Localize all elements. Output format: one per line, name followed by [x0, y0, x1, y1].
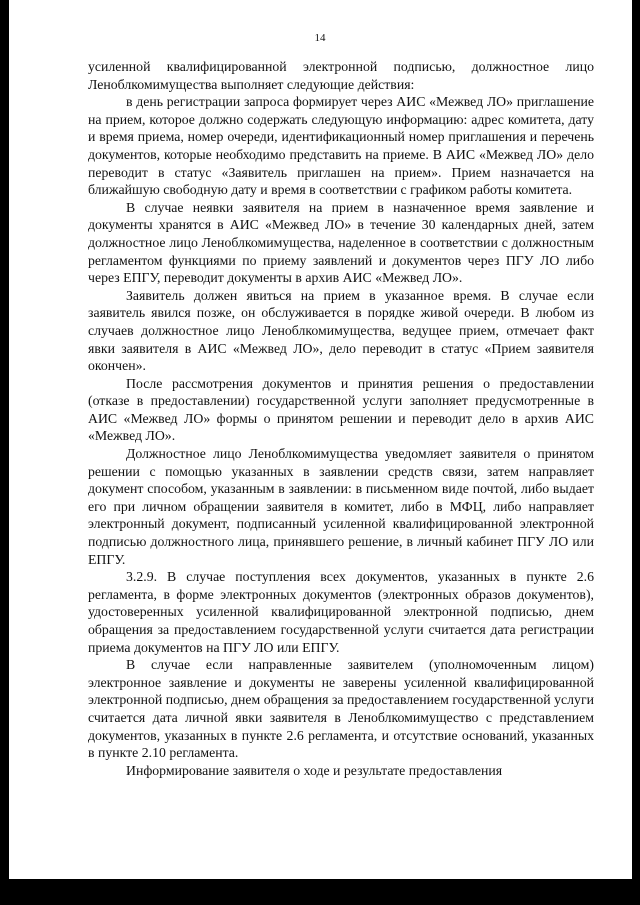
- paragraph-decision: После рассмотрения документов и принятия решения о предоставлении (отказе в предоставлении) государственной услуги заполняет предусмотренные в АИС «Межвед ЛО» формы о принятом решении и переводит дело в архив АИС «Межвед ЛО».: [88, 375, 594, 444]
- scan-border-right: [632, 0, 640, 905]
- paragraph-continuation: усиленной квалифицированной электронной подписью, должностное лицо Леноблкомимущества выполняет следующие действия:: [88, 59, 594, 92]
- scan-border-left: [0, 0, 9, 905]
- paragraph-appointment: Заявитель должен явиться на прием в указанное время. В случае если заявитель явился позже, он обслуживается в порядке живой очереди. В любом из случаев должностное лицо Леноблкомимущества, ведущее прием, отмечает факт явки заявителя в АИС «Межвед ЛО», дело переводит в статус «Прием заявителя окончен».: [88, 287, 594, 374]
- paragraph-registration-day: в день регистрации запроса формирует через АИС «Межвед ЛО» приглашение на прием, которое должно содержать следующую информацию: адрес комитета, дату и время приема, номер очереди, идентификационный номер приглашения и перечень документов, которые необходимо представить на приеме. В АИС «Межвед ЛО» дело переводит в статус «Заявитель приглашен на прием». Прием назначается на ближайшую свободную дату и время в соответствии с графиком работы комитета.: [88, 94, 594, 198]
- paragraph-informing: Информирование заявителя о ходе и результате предоставления: [126, 762, 503, 778]
- paragraph-3-2-9: 3.2.9. В случае поступления всех документов, указанных в пункте 2.6 регламента, в форме электронных документов (электронных образов документов), удостоверенных усиленной квалифицированной электронной подписью, днем обращения за предоставлением государственной услуги считается дата регистрации приема документов на ПГУ ЛО или ЕПГУ.: [88, 569, 594, 655]
- paragraph-unsigned-documents: В случае если направленные заявителем (уполномоченным лицом) электронное заявление и документы не заверены усиленной квалифицированной электронной подписью, днем обращения за предоставлением государственной услуги считается дата личной явки заявителя в Леноблкомимущество с представлением документов, указанных в пункте 2.6 регламента, и отсутствие оснований, указанных в пункте 2.10 регламента.: [88, 657, 594, 761]
- scan-border-bottom: [0, 879, 640, 905]
- page-number: 14: [314, 32, 326, 44]
- document-body: [88, 58, 594, 779]
- paragraph-no-show: В случае неявки заявителя на прием в назначенное время заявление и документы хранятся в АИС «Межвед ЛО» в течение 30 календарных дней, затем должностное лицо Леноблкомимущества, наделенное в соответствии с должностным регламентом функциями по приему заявлений и документов через ПГУ ЛО либо через ЕПГУ, переводит документы в архив АИС «Межвед ЛО».: [88, 199, 594, 286]
- paragraph-notification: Должностное лицо Леноблкомимущества уведомляет заявителя о принятом решении с помощью указанных в заявлении средств связи, затем направляет документ способом, указанным в заявлении: в письменном виде почтой, либо выдает его при личном обращении заявителя в комитет, либо в МФЦ, либо направляет электронный документ, подписанный усиленной квалифицированной электронной подписью должностного лица, принявшего решение, в личный кабинет ПГУ ЛО или ЕПГУ.: [88, 446, 594, 567]
